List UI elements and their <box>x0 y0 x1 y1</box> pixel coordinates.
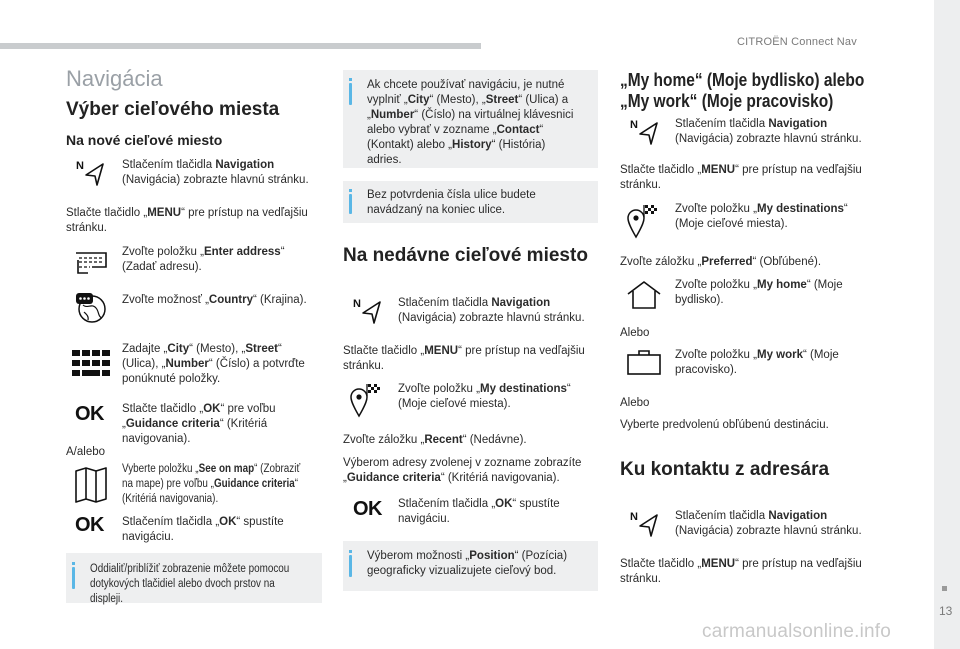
note-zoom <box>66 553 322 603</box>
destinations-flag-icon <box>626 203 660 239</box>
c3-menu-text: Stlačte tlačidlo „MENU“ pre prístup na vedľajšiu stránku. <box>620 164 862 191</box>
work-briefcase-icon <box>626 348 662 376</box>
c3-my-home-text: Zvoľte položku „My home“ (Moje bydlisko). <box>675 279 843 306</box>
navigation-icon <box>76 158 106 188</box>
c2-menu-text: Stlačte tlačidlo „MENU“ pre prístup na vedľajšiu stránku. <box>343 345 585 372</box>
c2-recent-tab-text: Zvoľte záložku „Recent“ (Nedávne). <box>343 434 527 446</box>
note-zoom-text: Oddialiť/priblížiť zobrazenie môžete pomocou dotykových tlačidiel alebo dvoch prstov na displeji. <box>90 563 290 605</box>
c1-enter-address-text: Zvoľte položku „Enter address“ (Zadať adresu). <box>122 246 285 273</box>
note-street-number-text: Bez potvrdenia čísla ulice budete navádzaný na koniec ulice. <box>367 189 536 216</box>
c1-or-label: A/alebo <box>66 446 106 458</box>
c1-country-text: Zvoľte možnosť „Country“ (Krajina). <box>122 294 307 306</box>
c1-navigation-text: Stlačením tlačidla Navigation (Navigácia) zobrazte hlavnú stránku. <box>122 159 309 186</box>
svg-text:N: N <box>353 298 361 310</box>
section-title: Navigácia <box>66 66 163 91</box>
c2-navigation-text: Stlačením tlačidla Navigation (Navigácia) zobrazte hlavnú stránku. <box>398 297 585 324</box>
ok-icon: OK <box>353 498 382 520</box>
c3-contact-navigation-text: Stlačením tlačidla Navigation (Navigácia) zobrazte hlavnú stránku. <box>675 510 862 537</box>
c3-my-destinations-text: Zvoľte položku „My destinations“ (Moje cieľové miesta). <box>675 203 848 230</box>
address-entry-icon <box>74 246 108 276</box>
country-globe-icon <box>74 291 108 325</box>
c3-navigation-text: Stlačením tlačidla Navigation (Navigácia) zobrazte hlavnú stránku. <box>675 118 862 145</box>
c3-my-work-text: Zvoľte položku „My work“ (Moje pracovisko). <box>675 349 839 376</box>
svg-text:N: N <box>76 160 84 172</box>
heading-home-work: „My home“ (Moje bydlisko) alebo „My work“ (Moje pracovisko) <box>620 70 865 111</box>
ok-icon: OK <box>75 514 104 536</box>
watermark: carmanualsonline.info <box>702 621 892 642</box>
c1-see-on-map-text: Vyberte položku „See on map“ (Zobraziť na mape) pre voľbu „Guidance criteria“ (Kritériá navigovania). <box>122 463 301 505</box>
c2-my-destinations-text: Zvoľte položku „My destinations“ (Moje cieľové miesta). <box>398 383 571 410</box>
c1-ok-guidance-text: Stlačte tlačidlo „OK“ pre voľbu „Guidance criteria“ (Kritériá navigovania). <box>122 403 276 445</box>
note-required-fields <box>343 70 598 168</box>
brand-label: CITROËN Connect Nav <box>737 36 857 48</box>
navigation-icon <box>630 117 660 147</box>
c1-menu-text: Stlačte tlačidlo „MENU“ pre prístup na vedľajšiu stránku. <box>66 207 308 234</box>
keyboard-icon <box>72 350 110 376</box>
subheading-new-destination: Na nové cieľové miesto <box>66 132 223 148</box>
c3-contact-menu-text: Stlačte tlačidlo „MENU“ pre prístup na vedľajšiu stránku. <box>620 558 862 585</box>
page-number: 13 <box>939 604 953 618</box>
navigation-icon <box>353 296 383 326</box>
destinations-flag-icon <box>349 382 383 418</box>
note-position <box>343 541 598 591</box>
c2-guidance-text: Výberom adresy zvolenej v zozname zobrazíte „Guidance criteria“ (Kritériá navigovania). <box>343 457 582 484</box>
navigation-icon <box>630 509 660 539</box>
heading-destination-choice: Výber cieľového miesta <box>66 99 280 120</box>
top-rule <box>0 43 481 49</box>
svg-text:N: N <box>630 511 638 523</box>
c3-default-favorite-text: Vyberte predvolenú obľúbenú destináciu. <box>620 419 829 431</box>
note-required-fields-text: Ak chcete používať navigáciu, je nutné vyplniť „City“ (Mesto), „Street“ (Ulica) a „Number“ (Číslo) na virtuálnej klávesnici alebo vybrať v zozname „Contact“ (Kontakt) alebo „History“ (História) adries. <box>367 79 574 166</box>
page-marker <box>942 586 947 591</box>
heading-recent-destination: Na nedávne cieľové miesto <box>343 245 588 266</box>
c3-preferred-tab-text: Zvoľte záložku „Preferred“ (Obľúbené). <box>620 256 822 268</box>
ok-icon: OK <box>75 403 104 425</box>
home-icon <box>626 280 662 310</box>
page-edge-strip <box>934 0 960 649</box>
note-position-text: Výberom možnosti „Position“ (Pozícia) geograficky vizualizujete cieľový bod. <box>367 550 568 577</box>
c1-ok-start-text: Stlačením tlačidla „OK“ spustíte navigáciu. <box>122 516 284 543</box>
map-icon <box>74 467 108 503</box>
c3-or-label-1: Alebo <box>620 327 650 339</box>
c1-city-street-text: Zadajte „City“ (Mesto), „Street“ (Ulica), „Number“ (Číslo) a potvrďte ponúknuté položky. <box>122 343 305 385</box>
heading-contact: Ku kontaktu z adresára <box>620 459 830 480</box>
note-street-number <box>343 181 598 223</box>
svg-text:N: N <box>630 119 638 131</box>
c2-ok-start-text: Stlačením tlačidla „OK“ spustíte navigáciu. <box>398 498 560 525</box>
c3-or-label-2: Alebo <box>620 397 650 409</box>
